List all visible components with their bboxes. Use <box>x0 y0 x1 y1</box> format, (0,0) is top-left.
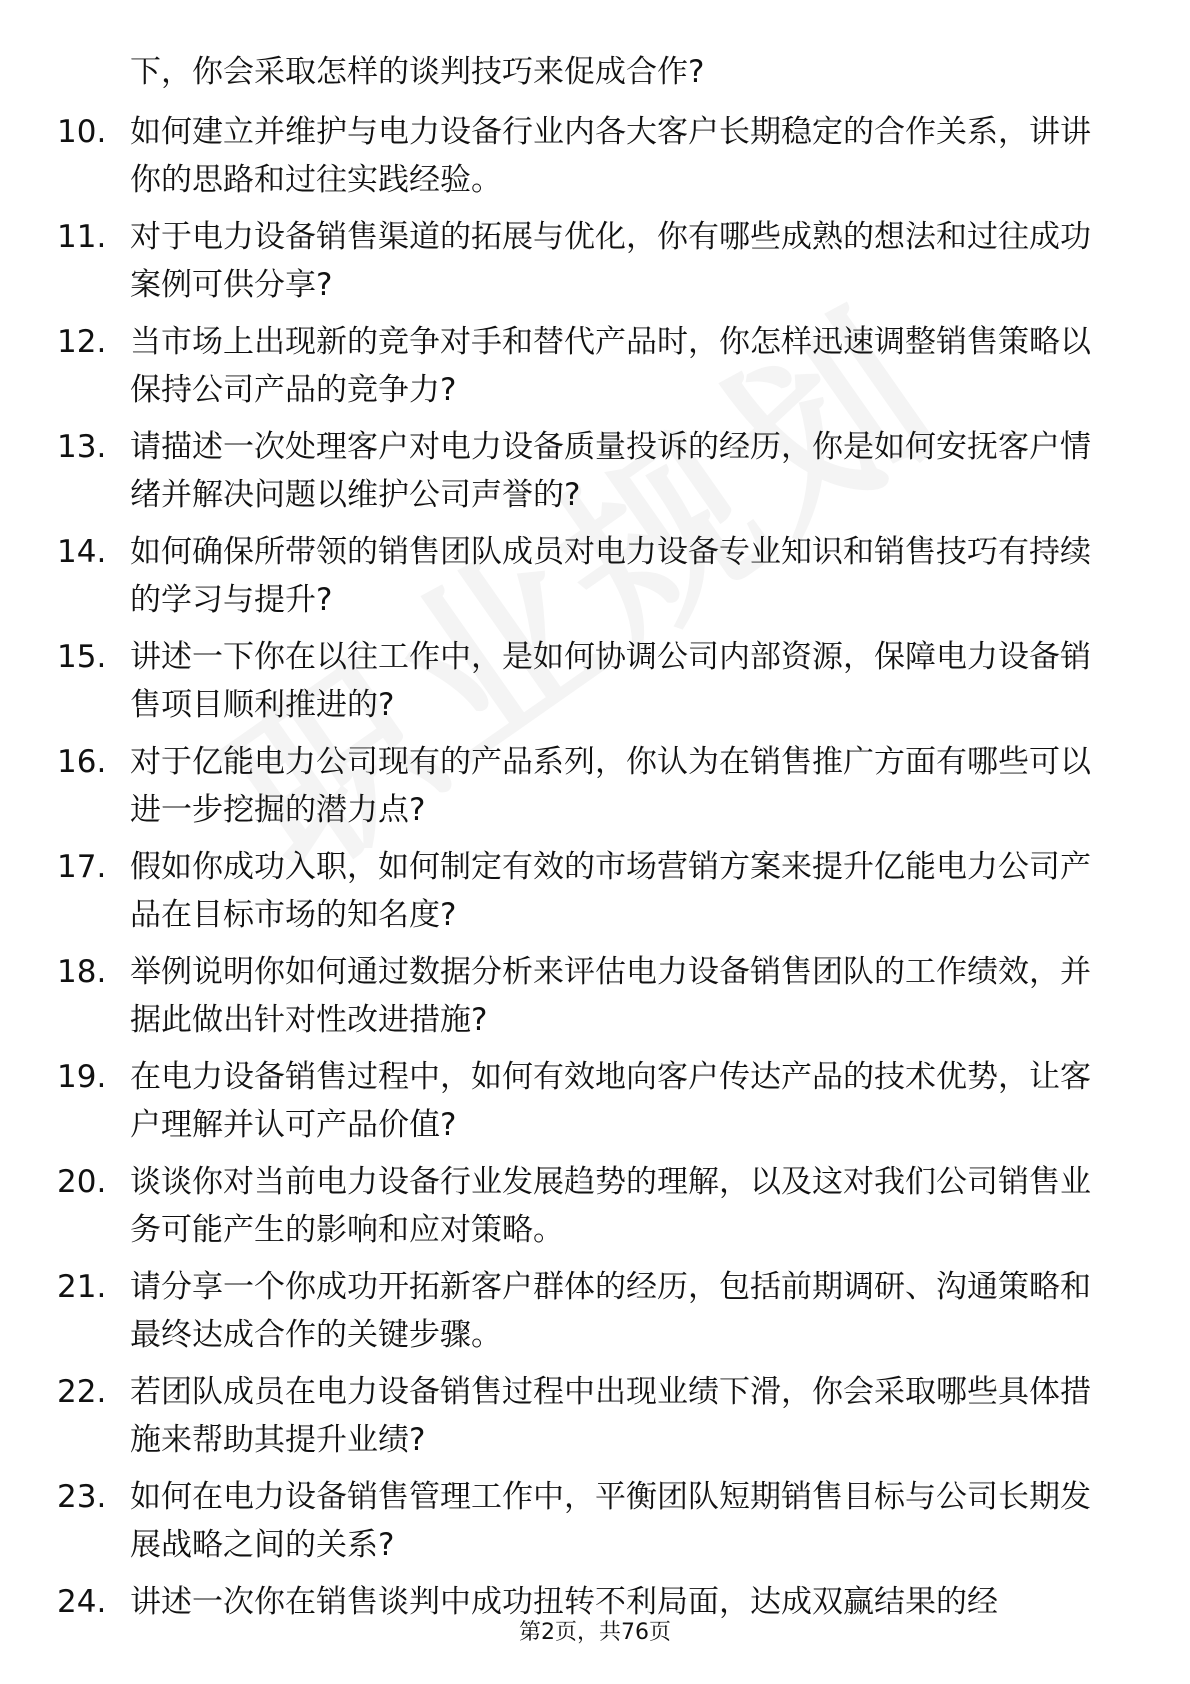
question-number: 10. <box>57 114 107 150</box>
question-number: 15. <box>57 639 107 675</box>
question-number: 21. <box>57 1269 107 1305</box>
question-item <box>0 1263 1190 1368</box>
question-item <box>0 1368 1190 1473</box>
question-item <box>0 843 1190 948</box>
question-number: 16. <box>57 744 107 780</box>
question-item <box>0 528 1190 633</box>
question-item <box>0 633 1190 738</box>
question-text: 请分享一个你成功开拓新客户群体的经历，包括前期调研、沟通策略和最终达成合作的关键步骤。 <box>130 1269 1091 1353</box>
question-text: 如何确保所带领的销售团队成员对电力设备专业知识和销售技巧有持续的学习与提升? <box>130 534 1091 618</box>
question-text: 若团队成员在电力设备销售过程中出现业绩下滑，你会采取哪些具体措施来帮助其提升业绩? <box>130 1374 1091 1458</box>
question-item <box>0 213 1190 318</box>
question-number: 22. <box>57 1374 107 1410</box>
question-item <box>0 1158 1190 1263</box>
question-number: 17. <box>57 849 107 885</box>
question-number: 20. <box>57 1164 107 1200</box>
question-text: 当市场上出现新的竞争对手和替代产品时，你怎样迅速调整销售策略以保持公司产品的竞争力? <box>130 324 1091 408</box>
question-number: 12. <box>57 324 107 360</box>
question-number: 11. <box>57 219 107 255</box>
question-text: 如何建立并维护与电力设备行业内各大客户长期稳定的合作关系，讲讲你的思路和过往实践经验。 <box>130 114 1091 198</box>
question-text: 请描述一次处理客户对电力设备质量投诉的经历，你是如何安抚客户情绪并解决问题以维护公司声誉的? <box>130 429 1091 513</box>
question-number: 13. <box>57 429 107 465</box>
question-text: 在电力设备销售过程中，如何有效地向客户传达产品的技术优势，让客户理解并认可产品价值? <box>130 1059 1091 1143</box>
question-text: 讲述一下你在以往工作中，是如何协调公司内部资源，保障电力设备销售项目顺利推进的? <box>130 639 1091 723</box>
question-number: 14. <box>57 534 107 570</box>
question-text: 对于电力设备销售渠道的拓展与优化，你有哪些成熟的想法和过往成功案例可供分享? <box>130 219 1091 303</box>
question-item <box>0 318 1190 423</box>
page-number-footer: 第2页，共76页 <box>519 1620 671 1645</box>
question-text: 举例说明你如何通过数据分析来评估电力设备销售团队的工作绩效，并据此做出针对性改进措施? <box>130 954 1091 1038</box>
continued-question-text: 下，你会采取怎样的谈判技巧来促成合作? <box>130 54 705 90</box>
question-text: 谈谈你对当前电力设备行业发展趋势的理解，以及这对我们公司销售业务可能产生的影响和应对策略。 <box>130 1164 1091 1248</box>
question-text: 讲述一次你在销售谈判中成功扭转不利局面，达成双赢结果的经 <box>130 1584 998 1620</box>
question-number: 23. <box>57 1479 107 1515</box>
question-item <box>0 1473 1190 1578</box>
question-number: 19. <box>57 1059 107 1095</box>
question-text: 对于亿能电力公司现有的产品系列，你认为在销售推广方面有哪些可以进一步挖掘的潜力点? <box>130 744 1091 828</box>
question-item <box>0 738 1190 843</box>
question-text: 如何在电力设备销售管理工作中，平衡团队短期销售目标与公司长期发展战略之间的关系? <box>130 1479 1091 1563</box>
question-item <box>0 108 1190 213</box>
question-text: 假如你成功入职，如何制定有效的市场营销方案来提升亿能电力公司产品在目标市场的知名度? <box>130 849 1091 933</box>
question-item <box>0 948 1190 1053</box>
question-number: 24. <box>57 1584 107 1620</box>
question-item <box>0 423 1190 528</box>
question-item <box>0 1053 1190 1158</box>
question-number: 18. <box>57 954 107 990</box>
question-list <box>0 108 1190 1683</box>
